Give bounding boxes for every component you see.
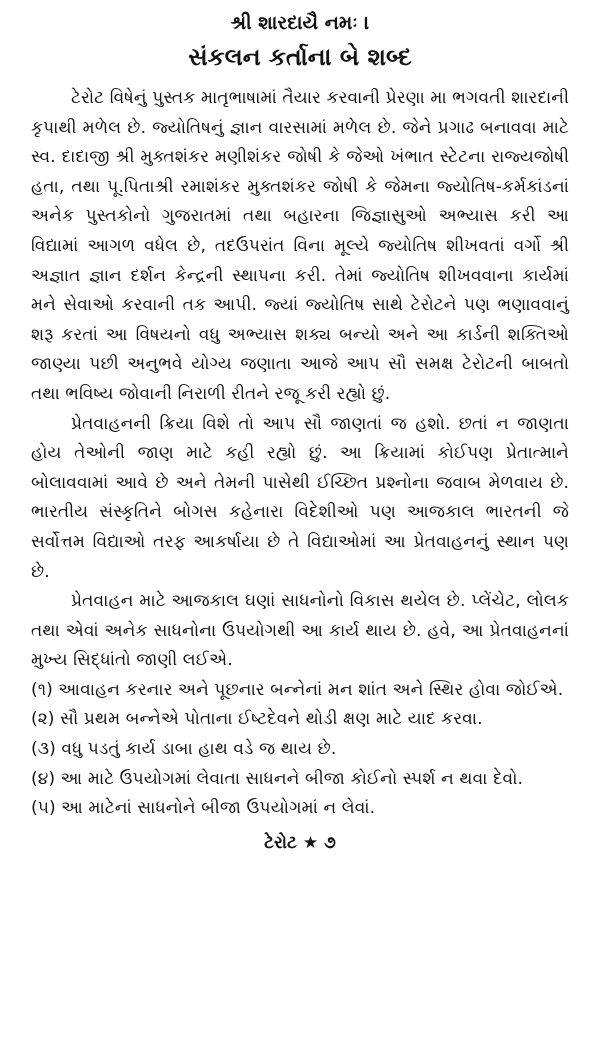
rule-item: (૩) વધુ પડતું કાર્ય ડાબા હાથ વડે જ થાય છે. bbox=[31, 739, 337, 760]
paragraph-pretvahan-tools: પ્રેતવાહન માટે આજકાલ ઘણાં સાધનોનો વિકાસ થયેલ છે. પ્લેંચેટ, લોલક તથા એવાં અનેક સાધનોના ઉપયોગથી આ કાર્ય થાય છે. હવે, આ પ્રેતવાહનનાં મુખ્ય સિદ્ધાંતો જાણી લઈએ. bbox=[31, 591, 569, 671]
paragraph-pretvahan-intro: પ્રેતવાહનની ક્રિયા વિશે તો આપ સૌ જાણતાં જ હશો. છતાં ન જાણતા હોય તેઓની જાણ માટે કહી રહ્યો છું. આ ક્રિયામાં કોઈપણ પ્રેતાત્માને બોલાવવામાં આવે છે અને તેમની પાસેથી ઈચ્છિત પ્રશ્નોના જવાબ મેળવાય છે. ભારતીય સંસ્કૃતિને બોગસ કહેનારા વિદેશીઓ પણ આજકાલ ભારતની જે સર્વોત્તમ વિદ્યાઓ તરફ આકર્ષાયા છે તે વિદ્યાઓમાં આ પ્રેતવાહનનું સ્થાન પણ છે. bbox=[31, 413, 569, 582]
invocation-heading: શ્રી શારદાયૈ નમઃ । bbox=[230, 12, 370, 34]
page-footer: ટેરોટ ★ ૭ bbox=[264, 832, 336, 853]
paragraph-introduction: ટેરોટ વિષેનું પુસ્તક માતૃભાષામાં તૈયાર કરવાની પ્રેરણા મા ભગવતી શારદાની કૃપાથી મળેલ છે. જ્યોતિષનું જ્ઞાન વારસામાં મળેલ છે. જેને પ્રગાઢ બનાવવા માટે સ્વ. દાદાજી શ્રી મુક્તશંકર મણીશંકર જોષી કે જેઓ ખંભાત સ્ટેટના રાજ્યજોષી હતા, તથા પૂ.પિતાશ્રી રમાશંકર મુક્તશંકર જોષી કે જેમના જ્યોતિષ-કર્મકાંડનાં અનેક પુસ્તકોનો ગુજરાતમાં તથા બહારના જિજ્ઞાસુઓ અભ્યાસ કરી આ વિદ્યામાં આગળ વધેલ છે, તદઉપરાંત વિના મૂલ્યે જ્યોતિષ શીખવતાં વર્ગો શ્રી અજ્ઞાત જ્ઞાન દર્શન કેન્દ્રની સ્થાપના કરી. તેમાં જ્યોતિષ શીખવવાના કાર્યમાં મને સેવાઓ કરવાની તક આપી. જ્યાં જ્યોતિષ સાથે ટેરોટને પણ ભણાવવાનું શરૂ કરતાં આ વિષયનો વધુ અભ્યાસ શક્ય બન્યો અને આ કાર્ડની શક્તિઓ જાણ્યા પછી અનુભવે યોગ્ય જણાતા આજે આપ સૌ સમક્ષ ટેરોટની બાબતો તથા ભવિષ્ય જોવાની નિરાળી રીતને રજૂ કરી રહ્યો છું. bbox=[31, 88, 569, 404]
rule-item: (૫) આ માટેનાં સાધનોને બીજા ઉપયોગમાં ન લેવાં. bbox=[31, 798, 376, 819]
rule-item: (૪) આ માટે ઉપયોગમાં લેવાતા સાધનને બીજા કોઈનો સ્પર્શ ન થવા દેવો. bbox=[31, 768, 524, 789]
page-title: સંકલન કર્તાના બે શબ્દ bbox=[188, 43, 412, 71]
body-text bbox=[31, 84, 569, 824]
rule-item: (૧) આવાહન કરનાર અને પૂછનાર બન્નેનાં મન શાંત અને સ્થિર હોવા જોઈએ. bbox=[31, 679, 564, 700]
rule-item: (૨) સૌ પ્રથમ બન્નેએ પોતાના ઈષ્ટદેવને થોડી ક્ષણ માટે યાદ કરવા. bbox=[31, 709, 483, 730]
